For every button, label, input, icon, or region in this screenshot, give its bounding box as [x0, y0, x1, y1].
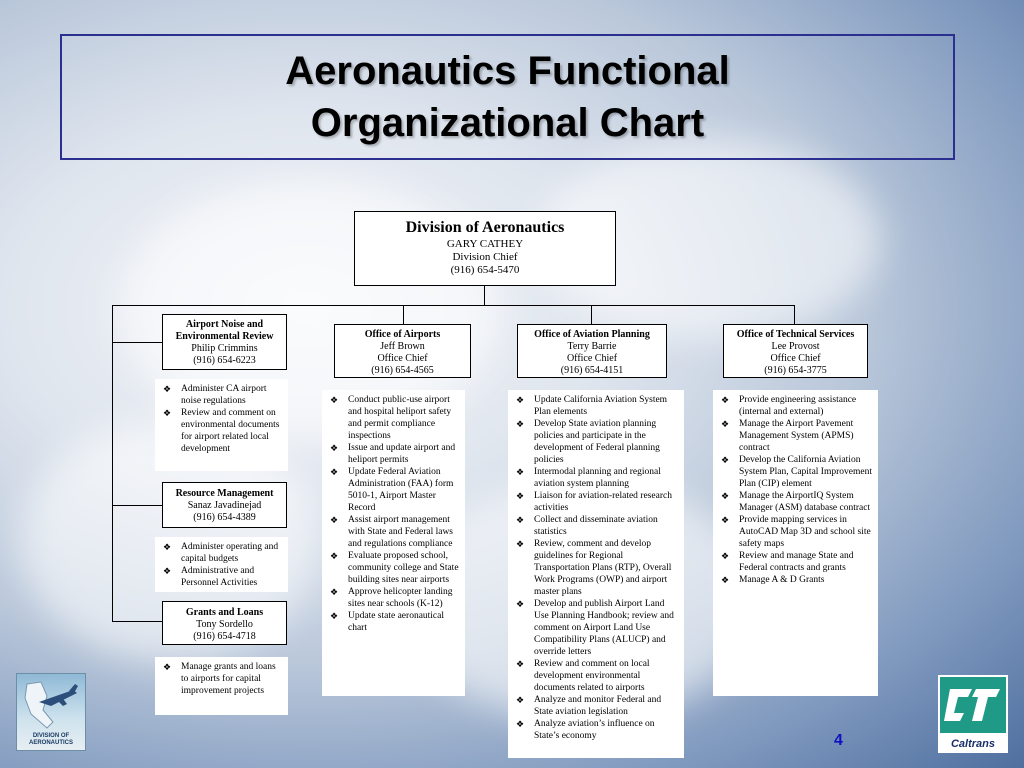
duty-item: ❖ Collect and disseminate aviation statistics [512, 514, 678, 538]
office-box-airports [334, 324, 471, 378]
connector-line [112, 305, 113, 622]
duty-item: ❖ Review and comment on local development environmental documents related to airports [512, 658, 678, 694]
duties-list-resource [155, 537, 288, 592]
duty-item: ❖ Issue and update airport and heliport permits [326, 442, 459, 466]
title-line-1: Aeronautics Functional [285, 49, 730, 93]
connector-line [591, 305, 592, 325]
duty-item: ❖ Assist airport management with State and Federal laws and regulations compliance [326, 514, 459, 550]
unit-person: Tony Sordello [196, 619, 253, 630]
division-person: GARY CATHEY [446, 238, 524, 250]
duty-item: ❖ Update California Aviation System Plan elements [512, 394, 678, 418]
unit-name: Grants and Loans [185, 607, 264, 618]
connector-line [484, 286, 485, 306]
duty-item: ❖ Review and comment on environmental documents for airport related local development [159, 407, 282, 455]
unit-box-resource [162, 482, 287, 528]
duty-item: ❖ Provide mapping services in AutoCAD Map 3D and school site safety maps [717, 514, 872, 550]
duties-list-planning [508, 390, 684, 758]
duty-item: ❖ Provide engineering assistance (internal and external) [717, 394, 872, 418]
unit-phone: (916) 654-6223 [193, 355, 256, 366]
duty-item: ❖ Manage the Airport Pavement Management System (APMS) contract [717, 418, 872, 454]
caltrans-logo [938, 675, 1008, 753]
title-line-2: Organizational Chart [310, 101, 705, 145]
unit-box-grants [162, 601, 287, 645]
duty-item: ❖ Administer CA airport noise regulations [159, 383, 282, 407]
duty-item: ❖ Manage grants and loans to airports for capital improvement projects [159, 661, 282, 697]
title-box [60, 34, 955, 160]
office-person: Jeff Brown [380, 341, 425, 352]
office-phone: (916) 654-4151 [560, 365, 624, 376]
aeronautics-logo-text: DIVISION OF AERONAUTICS [28, 733, 73, 746]
office-person: Lee Provost [771, 341, 820, 352]
office-box-technical [723, 324, 868, 378]
duties-list-noise [155, 379, 288, 471]
duty-item: ❖ Approve helicopter landing sites near schools (K-12) [326, 586, 459, 610]
duty-item: ❖ Develop and publish Airport Land Use Planning Handbook; review and comment on Airport Land Use Compatibility Plans (ALUCP) and override letters [512, 598, 678, 658]
duty-item: ❖ Develop the California Aviation System Plan, Capital Improvement Plan (CIP) element [717, 454, 872, 490]
duty-item: ❖ Conduct public-use airport and hospital heliport safety and permit compliance inspections [326, 394, 459, 442]
office-role: Office Chief [566, 353, 618, 364]
office-role: Office Chief [377, 353, 428, 364]
division-box [354, 211, 616, 286]
duty-item: ❖ Update Federal Aviation Administration (FAA) form 5010-1, Airport Master Record [326, 466, 459, 514]
page-number: 4 [834, 732, 843, 749]
aeronautics-logo [16, 673, 86, 751]
connector-line [112, 505, 162, 506]
office-phone: (916) 654-4565 [371, 365, 434, 376]
division-role: Division Chief [452, 251, 518, 263]
duty-item: ❖ Manage the AirportIQ System Manager (ASM) database contract [717, 490, 872, 514]
duties-list-technical [713, 390, 878, 696]
unit-person: Sanaz Javadinejad [187, 500, 262, 511]
duty-item: ❖ Develop State aviation planning policies and participate in the development of Federal planning policies [512, 418, 678, 466]
duty-item: ❖ Analyze aviation’s influence on State’s economy [512, 718, 678, 742]
office-person: Terry Barrie [567, 341, 617, 352]
connector-line [112, 305, 795, 306]
unit-phone: (916) 654-4389 [193, 512, 256, 523]
office-box-planning [517, 324, 667, 378]
duty-item: ❖ Analyze and monitor Federal and State aviation legislation [512, 694, 678, 718]
duty-item: ❖ Review and manage State and Federal contracts and grants [717, 550, 872, 574]
duty-item: ❖ Manage A & D Grants [717, 574, 872, 586]
caltrans-logo-text: Caltrans [950, 738, 996, 750]
connector-line [403, 305, 404, 325]
unit-phone: (916) 654-4718 [193, 631, 256, 642]
duty-item: ❖ Liaison for aviation-related research activities [512, 490, 678, 514]
aeronautics-logo-icon [17, 676, 85, 734]
duties-list-grants [155, 657, 288, 715]
unit-name: Airport Noise and Environmental Review [175, 319, 274, 342]
office-name: Office of Aviation Planning [534, 329, 650, 340]
duty-item: ❖ Administrative and Personnel Activities [159, 565, 282, 589]
connector-line [794, 305, 795, 325]
connector-line [112, 621, 162, 622]
duty-item: ❖ Review, comment and develop guidelines for Regional Transportation Plans (RTP), Overall Work Programs (OWP) and airport master plans [512, 538, 678, 598]
duties-list-airports [322, 390, 465, 696]
connector-line [112, 342, 162, 343]
page-title [285, 45, 730, 149]
unit-name: Resource Management [175, 488, 274, 499]
office-name: Office of Technical Services [736, 329, 855, 340]
unit-box-noise [162, 314, 287, 370]
duty-item: ❖ Intermodal planning and regional aviation system planning [512, 466, 678, 490]
duty-item: ❖ Evaluate proposed school, community college and State building sites near airports [326, 550, 459, 586]
office-name: Office of Airports [364, 329, 441, 340]
division-phone: (916) 654-5470 [450, 264, 520, 276]
office-role: Office Chief [770, 353, 821, 364]
unit-person: Philip Crimmins [191, 343, 258, 354]
division-name: Division of Aeronautics [405, 219, 565, 236]
duty-item: ❖ Administer operating and capital budgets [159, 541, 282, 565]
office-phone: (916) 654-3775 [764, 365, 827, 376]
duty-item: ❖ Update state aeronautical chart [326, 610, 459, 634]
caltrans-logo-icon [938, 675, 1008, 735]
